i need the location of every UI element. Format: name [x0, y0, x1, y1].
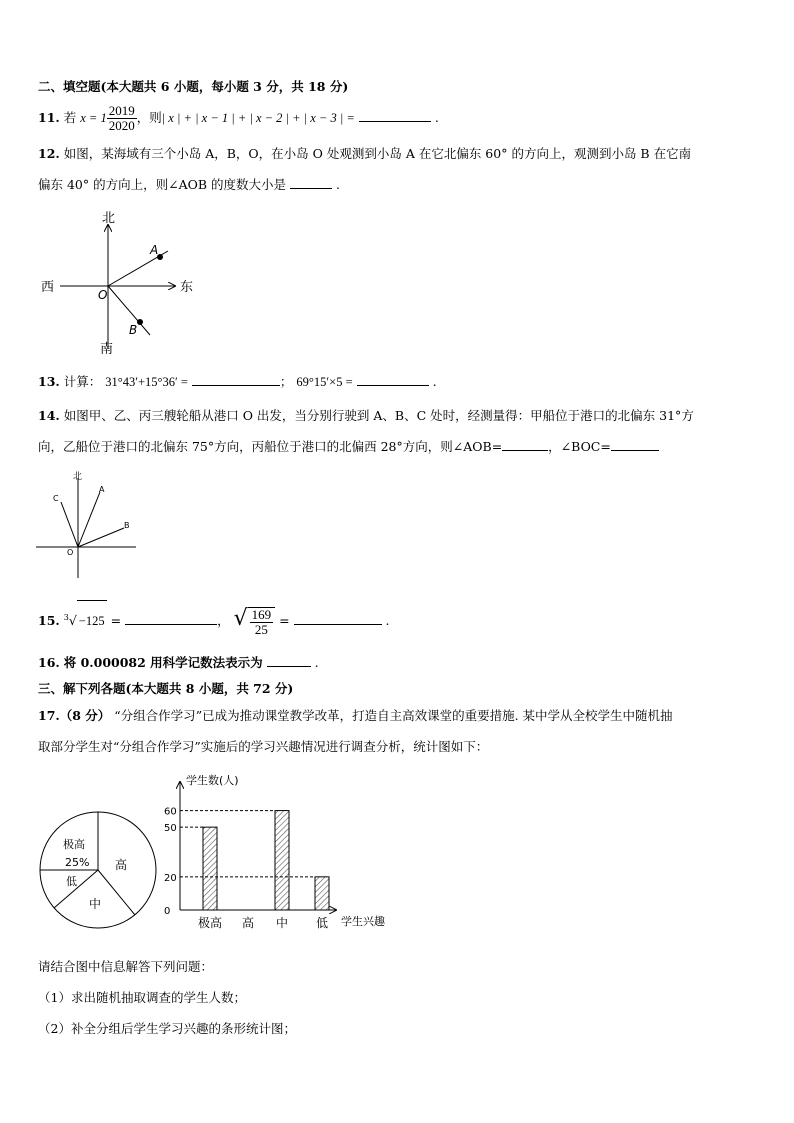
- answer-blank[interactable]: [267, 654, 311, 667]
- cube-root-index: 3: [63, 613, 69, 622]
- q17-points: （8 分）: [59, 708, 111, 723]
- fraction-denominator: 25: [254, 621, 268, 637]
- section-heading-solve: 三、解下列各题(本大题共 8 小题，共 72 分): [38, 681, 294, 696]
- pie-label-medium: 中: [89, 897, 102, 911]
- question-12-line-1: [38, 145, 691, 163]
- bar-chart: [160, 770, 400, 940]
- q14-text-line-2b: ，∠BOC=: [548, 439, 611, 454]
- q17-text-line-1: “分组合作学习”已成为推动课堂教学改革，打造自主高效课堂的重要措施. 某中学从全校学生中随机抽: [114, 708, 673, 723]
- bar-2: [275, 811, 289, 910]
- answer-blank-1[interactable]: [125, 612, 217, 625]
- question-number: 11.: [38, 110, 60, 125]
- q11-expression: | x | + | x − 1 | + | x − 2 | + | x − 3 | =: [161, 111, 355, 125]
- y-tick-label-1: 20: [164, 872, 177, 884]
- x-tick-label-3: 低: [316, 916, 329, 930]
- q17-instruction: 请结合图中信息解答下列问题：: [38, 959, 214, 974]
- q16-text: 将 0.000082 用科学记数法表示为: [63, 655, 263, 670]
- x-axis-label: 学生兴趣: [341, 915, 385, 928]
- ships-figure-q14: [36, 470, 146, 582]
- y-axis-label: 学生数(人): [186, 774, 239, 787]
- q15-eq-2: =: [279, 613, 290, 629]
- q13-label: 计算：: [63, 374, 102, 389]
- pie-label-very-high-pct: 25%: [65, 856, 90, 869]
- question-number: 15.: [38, 613, 60, 629]
- q17-sub-question-2: （2）补全分组后学生学习兴趣的条形统计图；: [38, 1021, 296, 1036]
- section-heading-fill-in: 二、填空题(本大题共 6 小题，每小题 3 分，共 18 分): [38, 79, 349, 94]
- q13-expr-2: 69°15′×5 =: [296, 375, 353, 389]
- q12-end: .: [335, 177, 340, 192]
- compass-figure-q12: [38, 208, 208, 358]
- y-tick-label-0: 0: [164, 906, 171, 917]
- y-tick-label-3: 60: [164, 806, 177, 818]
- label-b: B: [129, 323, 138, 337]
- label-east: 东: [180, 280, 194, 295]
- question-15: [38, 598, 390, 641]
- q14-text-line-1: 如图甲、乙、丙三艘轮船从港口 O 出发，当分别行驶到 A、B、C 处时，经测量得：甲船位于港口的北偏东 31°方: [63, 408, 694, 423]
- pie-label-low: 低: [66, 875, 77, 888]
- fraction-denominator: 2020: [108, 118, 135, 133]
- question-16: [38, 654, 319, 672]
- question-number: 14.: [38, 408, 60, 423]
- q13-expr-1: 31°43′+15°36′ =: [105, 375, 188, 389]
- q12-text-line-2: 偏东 40° 的方向上，则∠AOB 的度数大小是: [38, 177, 287, 192]
- question-number: 16.: [38, 655, 60, 670]
- pie-chart: [38, 810, 163, 935]
- bar-series: [180, 811, 329, 910]
- q17-text-line-2: 取部分学生对“分组合作学习”实施后的学习兴趣情况进行调查分析，统计图如下：: [38, 739, 489, 754]
- q15-sep: ，: [217, 613, 230, 629]
- q13-end: .: [432, 374, 437, 389]
- question-17-line-2: [38, 738, 488, 756]
- question-12-line-2: [38, 176, 340, 194]
- y-tick-label-2: 50: [164, 823, 177, 835]
- question-13: [38, 373, 437, 391]
- x-ticks: [198, 915, 328, 930]
- label-a: A: [150, 243, 159, 257]
- q17-sub-question-1: （1）求出随机抽取调查的学生人数；: [38, 990, 246, 1005]
- label-south: 南: [100, 342, 114, 357]
- answer-blank-2[interactable]: [294, 612, 382, 625]
- label-north: 北: [73, 472, 83, 482]
- q15-eq-1: =: [110, 613, 122, 629]
- answer-blank[interactable]: [359, 109, 431, 122]
- label-a: A: [99, 485, 105, 494]
- fraction-numerator: 169: [251, 606, 272, 622]
- q12-text-line-1: 如图，某海域有三个小岛 A，B，O，在小岛 O 处观测到小岛 A 在它北偏东 60° 的方向上，观测到小岛 B 在它南: [63, 146, 692, 161]
- label-west: 西: [41, 280, 55, 295]
- question-number: 12.: [38, 146, 60, 161]
- y-ticks: [164, 807, 177, 917]
- q11-expr-x: x = 1: [80, 111, 107, 125]
- x-tick-label-0: 极高: [198, 916, 223, 930]
- question-14-line-1: [38, 407, 694, 425]
- answer-blank[interactable]: [290, 176, 332, 189]
- label-origin: O: [67, 548, 74, 557]
- ray-oc: [61, 502, 78, 547]
- q15-radicand-1: −125: [77, 600, 107, 641]
- q11-end: .: [434, 110, 439, 125]
- radical-sign: √: [233, 606, 248, 632]
- label-b: B: [124, 521, 130, 530]
- answer-blank-2[interactable]: [357, 373, 429, 386]
- question-number: 13.: [38, 374, 60, 389]
- answer-blank-1[interactable]: [192, 373, 280, 386]
- fraction-numerator: 2019: [108, 103, 135, 118]
- label-origin: O: [98, 288, 108, 302]
- q15-end: .: [385, 613, 390, 629]
- bar-0: [203, 827, 217, 910]
- q11-text-a: 若: [63, 110, 77, 125]
- label-c: C: [53, 494, 59, 503]
- pie-label-high: 高: [115, 858, 128, 872]
- bar-3: [315, 877, 329, 910]
- x-tick-label-2: 中: [276, 916, 289, 930]
- question-14-line-2: [38, 438, 659, 456]
- radical-sign: √: [68, 613, 77, 629]
- point-b: [137, 319, 143, 325]
- x-tick-label-1: 高: [242, 916, 255, 930]
- pie-label-very-high: 极高: [63, 838, 85, 851]
- q14-text-line-2a: 向，乙船位于港口的北偏东 75°方向，丙船位于港口的北偏西 28°方向，则∠AOB=: [38, 439, 503, 454]
- question-11: [38, 100, 439, 136]
- question-17-line-1: [38, 707, 673, 725]
- answer-blank-aob[interactable]: [502, 438, 548, 451]
- q13-sep: ；: [279, 374, 293, 389]
- answer-blank-boc[interactable]: [611, 438, 659, 451]
- q11-text-b: ，则: [136, 110, 162, 125]
- label-north: 北: [102, 211, 116, 226]
- q15-fraction: [248, 607, 276, 637]
- question-number: 17.: [38, 708, 60, 723]
- q11-fraction: [107, 104, 137, 133]
- q16-end: .: [314, 655, 319, 670]
